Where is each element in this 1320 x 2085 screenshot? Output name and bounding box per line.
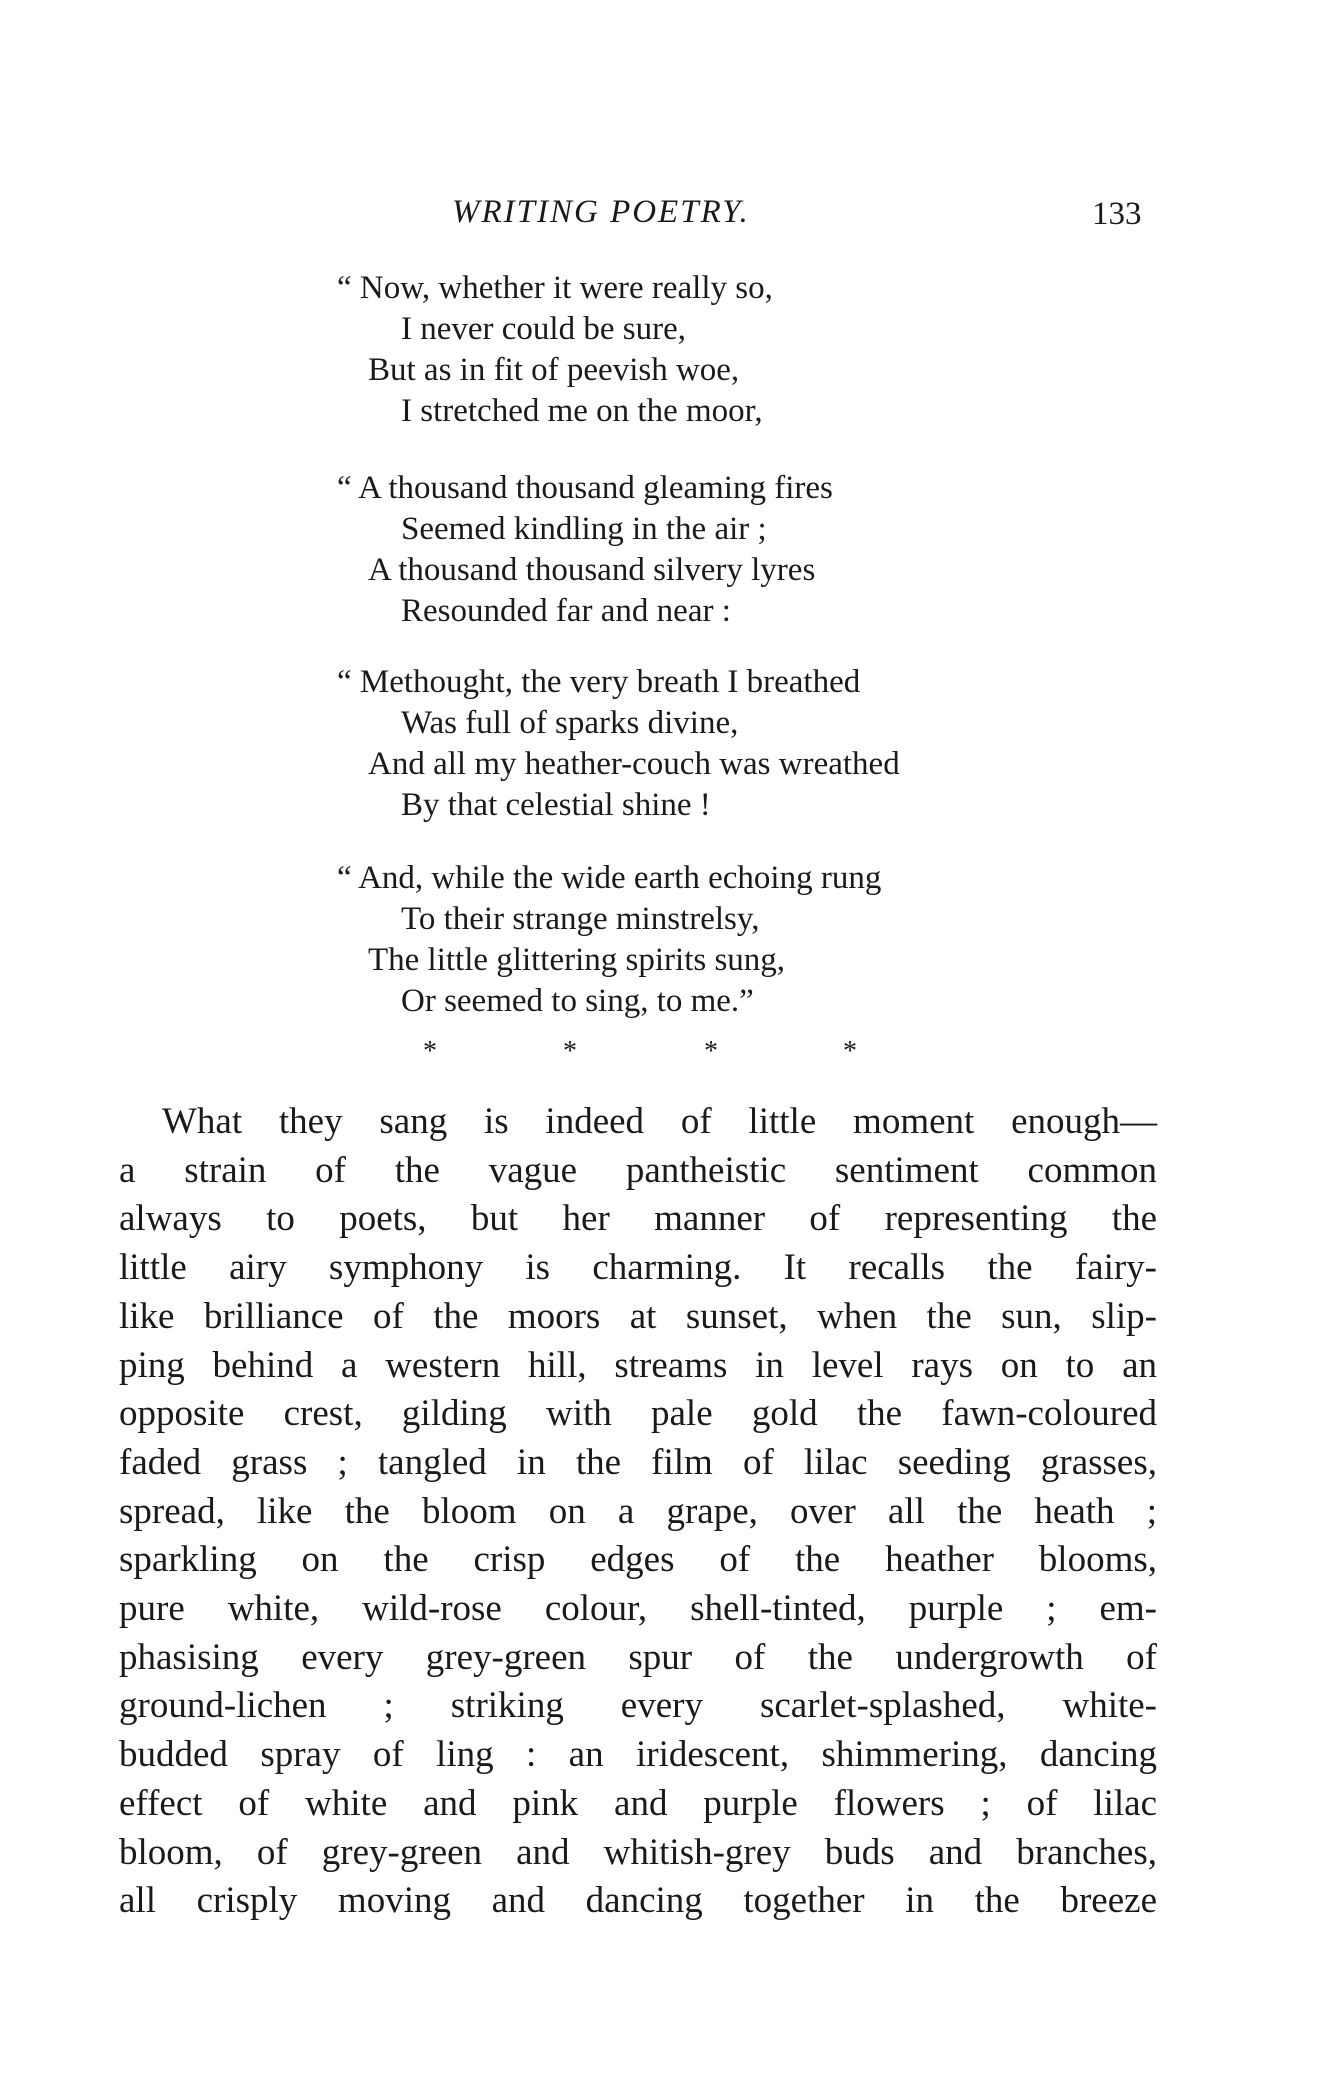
poem-line: “ Methought, the very breath I breathed — [337, 664, 861, 700]
prose-line: little airy symphony is charming. It recalls the fairy- — [119, 1247, 1157, 1289]
poem-line: “ Now, whether it were really so, — [337, 270, 773, 306]
section-separator-asterisk: * — [704, 1036, 718, 1067]
prose-line: bloom, of grey-green and whitish-grey buds and branches, — [119, 1831, 1157, 1873]
section-separator-asterisk: * — [423, 1036, 437, 1067]
section-separator-asterisk: * — [843, 1036, 857, 1067]
prose-line: opposite crest, gilding with pale gold the fawn-coloured — [119, 1393, 1157, 1435]
poem-line: But as in fit of peevish woe, — [368, 352, 740, 388]
poem-line: And all my heather-couch was wreathed — [368, 746, 900, 782]
poem-line: Or seemed to sing, to me.” — [401, 983, 754, 1019]
poem-line: “ And, while the wide earth echoing rung — [337, 860, 882, 896]
poem-line: A thousand thousand silvery lyres — [368, 552, 816, 588]
prose-line: What they sang is indeed of little moment enough— — [162, 1101, 1157, 1142]
page-number: 133 — [1092, 196, 1142, 232]
prose-line: sparkling on the crisp edges of the heather blooms, — [119, 1539, 1157, 1581]
poem-line: Was full of sparks divine, — [401, 705, 739, 741]
prose-line: ping behind a western hill, streams in level rays on to an — [119, 1344, 1157, 1386]
poem-line: “ A thousand thousand gleaming fires — [337, 470, 833, 506]
section-separator-asterisk: * — [563, 1036, 577, 1067]
prose-line: phasising every grey-green spur of the undergrowth of — [119, 1636, 1157, 1678]
prose-line: always to poets, but her manner of representing the — [119, 1198, 1157, 1240]
poem-line: To their strange minstrelsy, — [401, 901, 760, 937]
prose-line: a strain of the vague pantheistic sentiment common — [119, 1149, 1157, 1191]
prose-line: faded grass ; tangled in the film of lilac seeding grasses, — [119, 1441, 1157, 1483]
poem-line: Seemed kindling in the air ; — [401, 511, 767, 547]
prose-line: like brilliance of the moors at sunset, when the sun, slip- — [119, 1295, 1157, 1337]
prose-line: all crisply moving and dancing together in the breeze — [119, 1880, 1157, 1922]
prose-line: pure white, wild-rose colour, shell-tinted, purple ; em- — [119, 1588, 1157, 1629]
poem-line: I stretched me on the moor, — [401, 393, 763, 429]
poem-line: I never could be sure, — [401, 311, 686, 347]
prose-line: spread, like the bloom on a grape, over all the heath ; — [119, 1490, 1157, 1532]
running-head: WRITING POETRY. — [452, 194, 750, 230]
prose-line: budded spray of ling : an iridescent, shimmering, dancing — [119, 1734, 1157, 1776]
prose-line: effect of white and pink and purple flowers ; of lilac — [119, 1782, 1157, 1824]
poem-line: By that celestial shine ! — [401, 787, 711, 823]
poem-line: Resounded far and near : — [401, 593, 731, 629]
prose-line: ground-lichen ; striking every scarlet-splashed, white- — [119, 1685, 1157, 1727]
poem-line: The little glittering spirits sung, — [368, 942, 786, 978]
